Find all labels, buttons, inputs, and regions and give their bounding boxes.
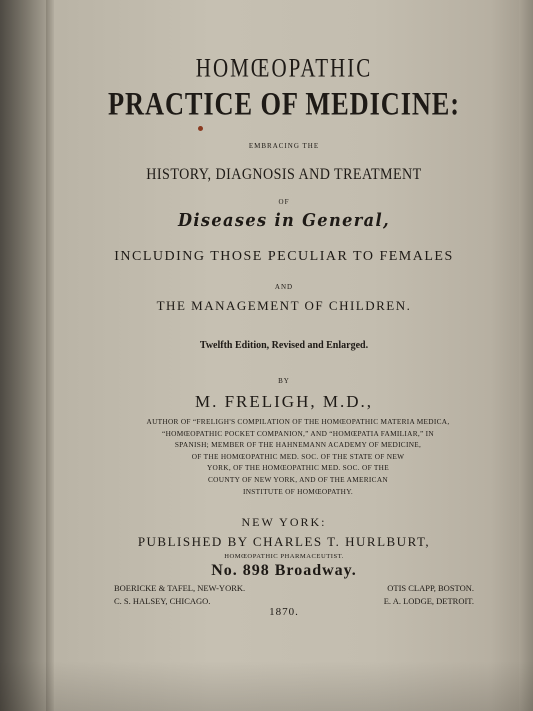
left-page-edge — [0, 0, 46, 711]
subtitle-children: THE MANAGEMENT OF CHILDREN. — [156, 298, 412, 313]
book-gutter — [46, 0, 54, 711]
title-page — [64, 40, 504, 660]
of-text: OF — [278, 198, 290, 206]
embracing-text: EMBRACING THE — [248, 142, 320, 150]
agent-clapp: OTIS CLAPP, BOSTON. — [387, 583, 474, 593]
ink-spot — [198, 126, 203, 131]
title-line-1: HOMŒOPATHIC — [195, 52, 373, 83]
credit-line: SPANISH; MEMBER OF THE HAHNEMANN ACADEMY OF MEDICINE, — [174, 440, 422, 450]
credit-line: OF THE HOMŒOPATHIC MED. SOC. OF THE STATE OF NEW — [191, 451, 405, 461]
agent-lodge: E. A. LODGE, DETROIT. — [383, 595, 474, 606]
subtitle-diseases: Diseases in General, — [178, 210, 390, 231]
author-credits — [102, 416, 494, 497]
by-text: BY — [278, 377, 290, 385]
publisher-name: PUBLISHED BY CHARLES T. HURLBURT, — [137, 534, 431, 549]
edition-text: Twelfth Edition, Revised and Enlarged. — [199, 340, 369, 351]
page-shadow — [0, 661, 533, 711]
credit-line: INSTITUTE OF HOMŒOPATHY. — [243, 486, 353, 496]
agents-list — [114, 582, 474, 607]
agent-boericke: BOERICKE & TAFEL, NEW-YORK. — [114, 583, 246, 593]
title-line-2: PRACTICE OF MEDICINE: — [108, 86, 460, 123]
subtitle-females: INCLUDING THOSE PECULIAR TO FEMALES — [114, 249, 454, 264]
publisher-city: NEW YORK: — [241, 515, 327, 529]
publisher-address: No. 898 Broadway. — [211, 562, 357, 579]
credit-line: AUTHOR OF “FRELIGH'S COMPILATION OF THE HOMŒOPATHIC MATERIA MEDICA, — [146, 417, 450, 426]
credit-line: COUNTY OF NEW YORK, AND OF THE AMERICAN — [208, 474, 388, 484]
subtitle-history: HISTORY, DIAGNOSIS AND TREATMENT — [146, 166, 422, 183]
author-name: M. FRELIGH, M.D., — [194, 392, 374, 411]
credit-line: “HOMŒOPATHIC POCKET COMPANION,” AND “HOMŒPATIA FAMILIAR,” IN — [162, 428, 434, 438]
credit-line: YORK, OF THE HOMŒOPATHIC MED. SOC. OF THE — [206, 463, 390, 473]
and-text: AND — [274, 283, 294, 291]
publisher-role: HOMŒOPATHIC PHARMACEUTIST. — [224, 553, 344, 560]
agent-halsey: C. S. HALSEY, CHICAGO. — [114, 595, 211, 606]
publication-year: 1870. — [269, 606, 299, 618]
right-page-edge — [519, 0, 533, 711]
